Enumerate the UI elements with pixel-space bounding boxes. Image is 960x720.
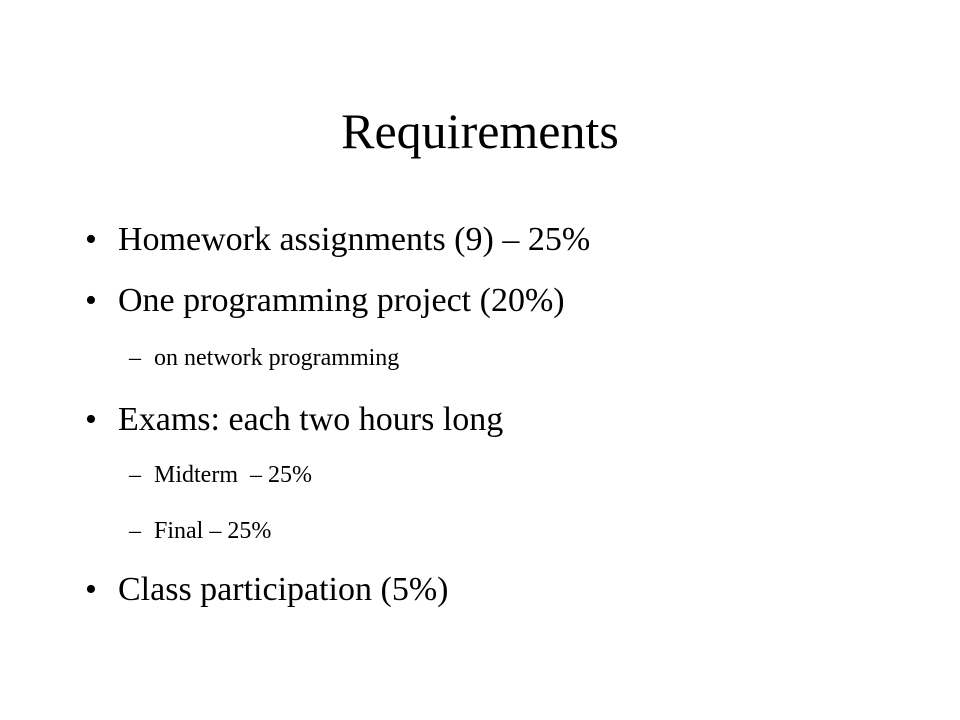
dash-marker: – <box>129 462 141 488</box>
list-item-class-participation <box>85 568 448 612</box>
dash-marker: – <box>129 345 141 371</box>
list-item-text: Class participation (5%) <box>118 571 449 608</box>
list-item-homework <box>85 218 590 262</box>
sub-item-text: Midterm – 25% <box>154 462 312 488</box>
bullet-marker: • <box>85 571 97 608</box>
slide-title: Requirements <box>341 103 619 159</box>
sub-item-network-programming <box>129 342 399 374</box>
sub-item-text: Final – 25% <box>154 518 272 544</box>
sub-item-final <box>129 515 271 547</box>
sub-item-text: on network programming <box>154 345 400 371</box>
bullet-marker: • <box>85 282 97 319</box>
sub-item-midterm <box>129 459 312 491</box>
dash-marker: – <box>129 518 141 544</box>
list-item-exams <box>85 398 503 442</box>
list-item-text: Exams: each two hours long <box>118 401 504 438</box>
bullet-marker: • <box>85 221 97 258</box>
list-item-text: Homework assignments (9) – 25% <box>118 221 591 258</box>
list-item-programming-project <box>85 279 565 323</box>
bullet-marker: • <box>85 401 97 438</box>
list-item-text: One programming project (20%) <box>118 282 565 319</box>
